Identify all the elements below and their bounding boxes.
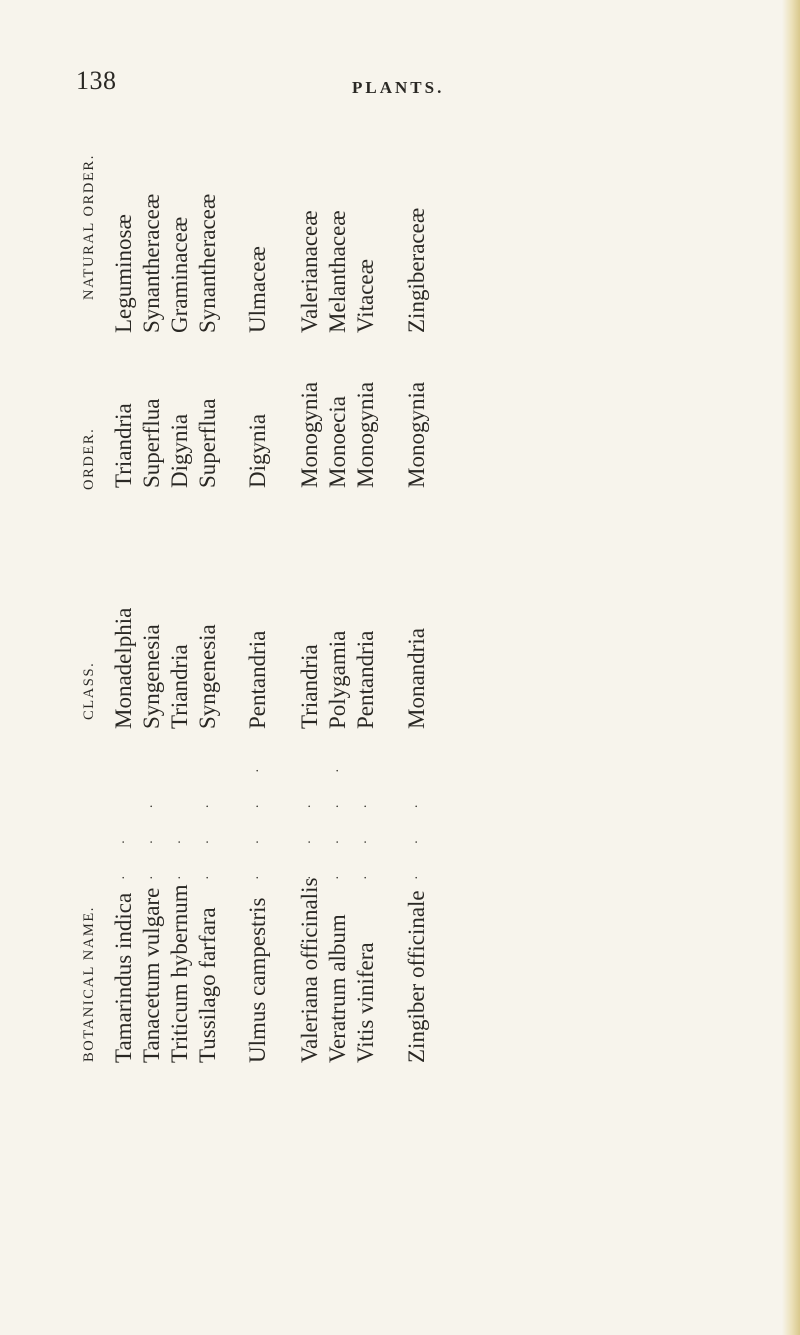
natural-order-cell: Graminaceæ xyxy=(167,216,192,333)
class-cell: Triandria xyxy=(167,644,192,729)
order-cell: Monogynia xyxy=(404,381,429,488)
order-cell: Superflua xyxy=(195,398,220,488)
natural-order-cell: Melanthaceæ xyxy=(325,210,350,333)
class-cell: Triandria xyxy=(297,644,322,729)
dot-leader: ·· xyxy=(117,808,132,880)
botanical-name-cell: Tussilago farfara xyxy=(195,907,220,1063)
page-edge xyxy=(782,0,800,1335)
botanical-name-cell: Triticum hybernum xyxy=(167,884,192,1063)
order-cell: Monogynia xyxy=(353,381,378,488)
natural-order-cell: Valerianaceæ xyxy=(297,210,322,333)
dot-leader: ··· xyxy=(303,773,318,880)
botanical-name-cell: Vitis vinifera xyxy=(353,942,378,1063)
botanical-name-cell: Tamarindus indica xyxy=(111,892,136,1063)
natural-order-cell: Leguminosæ xyxy=(111,214,136,333)
botanical-name-cell: Veratrum album xyxy=(325,914,350,1063)
dot-leader: ··· xyxy=(359,773,374,880)
natural-order-cell: Synantheraceæ xyxy=(139,193,164,333)
header-order: ORDER. xyxy=(81,427,97,490)
natural-order-cell: Zingiberaceæ xyxy=(404,207,429,333)
dot-leader: ···· xyxy=(251,737,266,880)
running-head: PLANTS. xyxy=(352,78,445,97)
page-number: 138 xyxy=(76,66,117,95)
dot-leader: ·· xyxy=(173,808,188,880)
class-cell: Syngenesia xyxy=(195,624,220,729)
header-botanical-name: BOTANICAL NAME. xyxy=(81,905,97,1062)
header-class: CLASS. xyxy=(81,661,97,720)
class-cell: Monadelphia xyxy=(111,607,136,729)
botanical-name-cell: Zingiber officinale xyxy=(404,890,429,1063)
order-cell: Monoecia xyxy=(325,396,350,488)
class-cell: Pentandria xyxy=(353,630,378,729)
order-cell: Digynia xyxy=(167,413,192,488)
dot-leader: ···· xyxy=(331,737,346,880)
class-cell: Syngenesia xyxy=(139,624,164,729)
botanical-name-cell: Tanacetum vulgare xyxy=(139,887,164,1063)
natural-order-cell: Synantheraceæ xyxy=(195,193,220,333)
class-cell: Monandria xyxy=(404,628,429,729)
order-cell: Triandria xyxy=(111,403,136,488)
dot-leader: ··· xyxy=(201,773,216,880)
natural-order-cell: Vitaceæ xyxy=(353,259,378,333)
order-cell: Digynia xyxy=(245,413,270,488)
order-cell: Superflua xyxy=(139,398,164,488)
header-natural-order: NATURAL ORDER. xyxy=(81,154,97,300)
natural-order-cell: Ulmaceæ xyxy=(245,246,270,333)
class-cell: Polygamia xyxy=(325,630,350,729)
botanical-name-cell: Ulmus campestris xyxy=(245,897,270,1063)
botanical-name-cell: Valeriana officinalis xyxy=(297,877,322,1063)
dot-leader: ··· xyxy=(410,773,425,880)
order-cell: Monogynia xyxy=(297,381,322,488)
dot-leader: ··· xyxy=(145,773,160,880)
class-cell: Pentandria xyxy=(245,630,270,729)
